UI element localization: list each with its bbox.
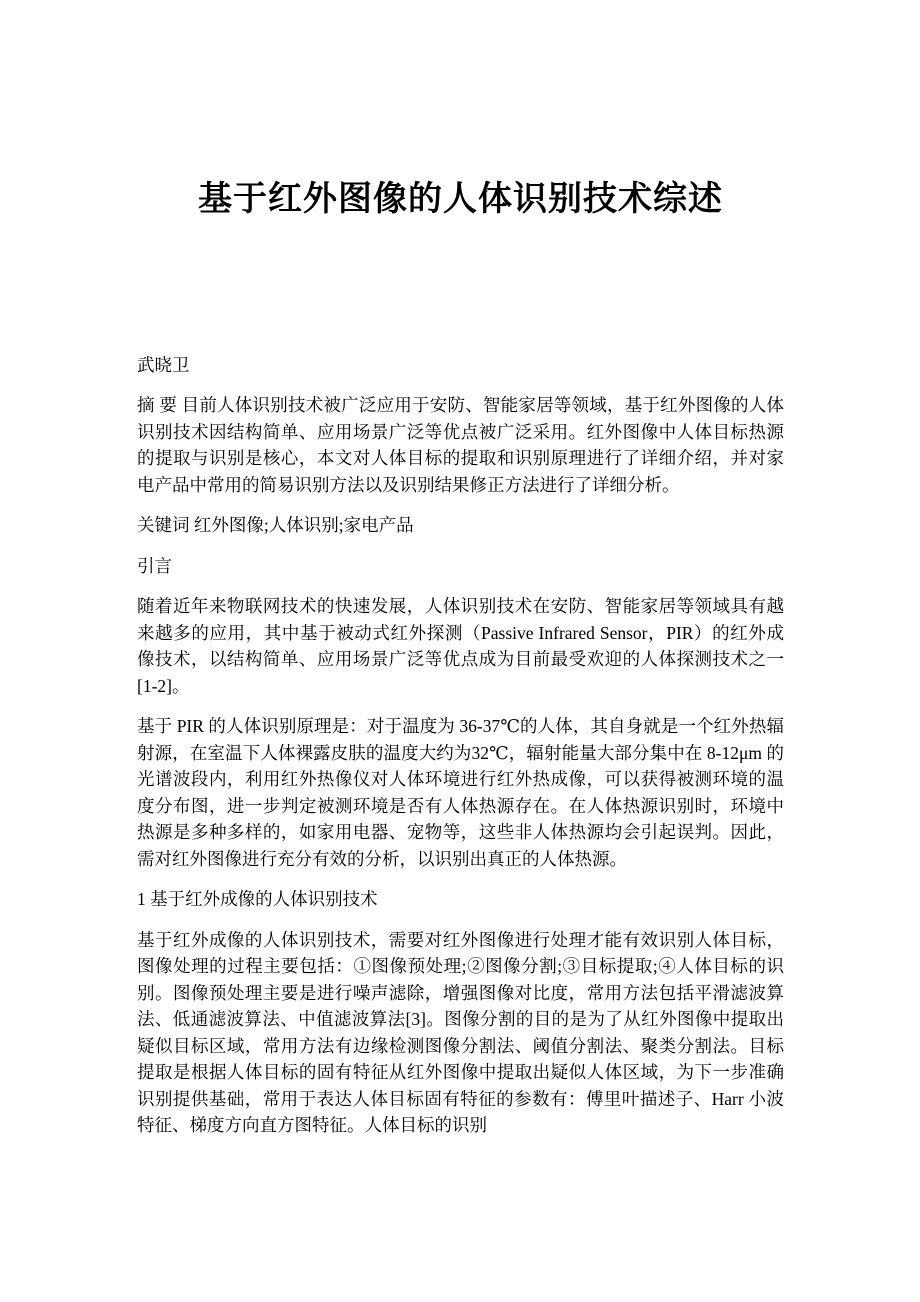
body-paragraph: 随着近年来物联网技术的快速发展，人体识别技术在安防、智能家居等领域具有越来越多的应用，其中基于被动式红外探测（Passive Infrared Sensor，PIR）的红外成像技术，以结构简单、应用场景广泛等优点成为目前最受欢迎的人体探测技术之一[1-2]。 xyxy=(137,596,784,696)
abstract-paragraph: 摘 要 目前人体识别技术被广泛应用于安防、智能家居等领域，基于红外图像的人体识别技术因结构简单、应用场景广泛等优点被广泛采用。红外图像中人体目标热源的提取与识别是核心，本文对人体目标的提取和识别原理进行了详细介绍，并对家电产品中常用的简易识别方法以及识别结果修正方法进行了详细分析。 xyxy=(137,395,784,495)
section-heading-1: 1 基于红外成像的人体识别技术 xyxy=(137,889,378,909)
section-heading-intro: 引言 xyxy=(137,555,172,576)
document-title: 基于红外图像的人体识别技术综述 xyxy=(198,179,723,219)
keywords-line: 关键词 红外图像;人体识别;家电产品 xyxy=(137,515,414,535)
author-name: 武晓卫 xyxy=(137,354,190,375)
body-paragraph: 基于 PIR 的人体识别原理是：对于温度为 36-37℃的人体，其自身就是一个红外热辐射源，在室温下人体裸露皮肤的温度大约为32℃，辐射能量大部分集中在 8-12μm 的光谱波段内，利用红外热像仪对人体环境进行红外热成像，可以获得被测环境的温度分布图，进一步判定被测环境是否有人体热源存在。在人体热源识别时，环境中热源是多种多样的，如家用电器、宠物等，这些非人体热源均会引起误判。因此，需对红外图像进行充分有效的分析，以识别出真正的人体热源。 xyxy=(137,716,784,869)
body-paragraph: 基于红外成像的人体识别技术，需要对红外图像进行处理才能有效识别人体目标，图像处理的过程主要包括：①图像预处理;②图像分割;③目标提取;④人体目标的识别。图像预处理主要是进行噪声滤除，增强图像对比度，常用方法包括平滑滤波算法、低通滤波算法、中值滤波算法[3]。图像分割的目的是为了从红外图像中提取出疑似目标区域，常用方法有边缘检测图像分割法、阈值分割法、聚类分割法。目标提取是根据人体目标的固有特征从红外图像中提取出疑似人体区域，为下一步准确识别提供基础，常用于表达人体目标固有特征的参数有：傅里叶描述子、Harr 小波特征、梯度方向直方图特征。人体目标的识别 xyxy=(137,929,784,1135)
